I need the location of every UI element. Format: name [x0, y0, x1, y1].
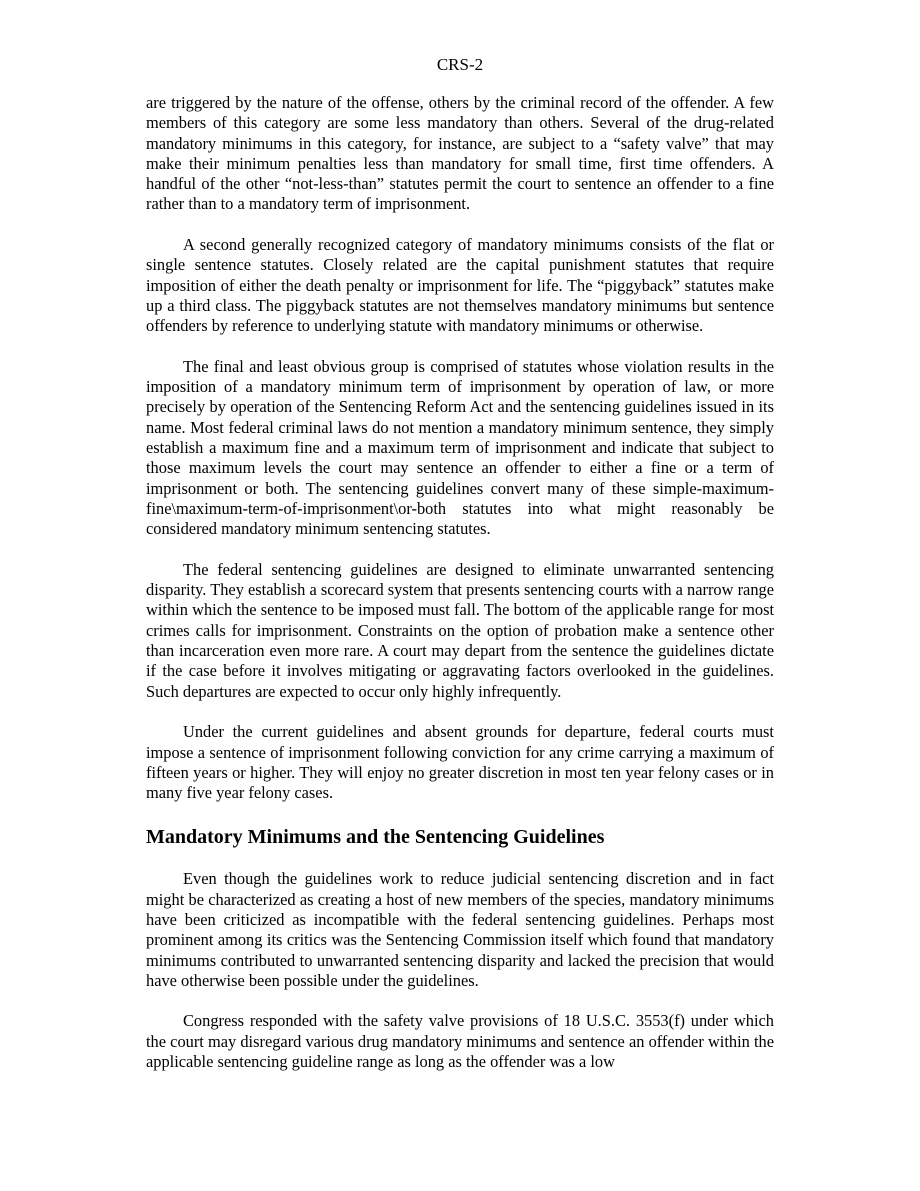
body-paragraph: Even though the guidelines work to reduce judicial sentencing discretion and in fact might be characterized as creating a host of new members of the species, mandatory minimums have been criticized as incompatible with the federal sentencing guidelines. Perhaps most prominent among its critics was the Sentencing Commission itself which found that mandatory minimums contributed to unwarranted sentencing disparity and lacked the precision that would have otherwise been possible under the guidelines. [146, 869, 774, 990]
body-paragraph: Under the current guidelines and absent grounds for departure, federal courts must impose a sentence of imprisonment following conviction for any crime carrying a maximum of fifteen years or higher. They will enjoy no greater discretion in most ten year felony cases or in many five year felony cases. [146, 722, 774, 803]
body-paragraph: The federal sentencing guidelines are designed to eliminate unwarranted sentencing disparity. They establish a scorecard system that presents sentencing courts with a narrow range within which the sentence to be imposed must fall. The bottom of the applicable range for most crimes calls for imprisonment. Constraints on the option of probation make a sentence other than incarceration even more rare. A court may depart from the sentence the guidelines dictate if the case before it involves mitigating or aggravating factors overlooked in the guidelines. Such departures are expected to occur only highly infrequently. [146, 559, 774, 701]
document-body [146, 93, 774, 1072]
body-paragraph: are triggered by the nature of the offense, others by the criminal record of the offender. A few members of this category are some less mandatory than others. Several of the drug-related mandatory minimums in this category, for instance, are subject to a “safety valve” that may make their minimum penalties less than mandatory for small time, first time offenders. A handful of the other “not-less-than” statutes permit the court to sentence an offender to a fine rather than to a mandatory term of imprisonment. [146, 93, 774, 214]
body-paragraph: Congress responded with the safety valve provisions of 18 U.S.C. 3553(f) under which the court may disregard various drug mandatory minimums and sentence an offender within the applicable sentencing guideline range as long as the offender was a low [146, 1011, 774, 1072]
section-heading: Mandatory Minimums and the Sentencing Guidelines [146, 826, 605, 849]
body-paragraph: The final and least obvious group is comprised of statutes whose violation results in the imposition of a mandatory minimum term of imprisonment by operation of law, or more precisely by operation of the Sentencing Reform Act and the sentencing guidelines issued in its name. Most federal criminal laws do not mention a mandatory minimum sentence, they simply establish a maximum fine and a maximum term of imprisonment and indicate that subject to those maximum levels the court may sentence an offender to either a fine or a term of imprisonment or both. The sentencing guidelines convert many of these simple-maximum-fine\maximum-term-of-imprisonment\or-both statutes into what might reasonably be considered mandatory minimum sentencing statutes. [146, 356, 774, 539]
body-paragraph: A second generally recognized category of mandatory minimums consists of the flat or single sentence statutes. Closely related are the capital punishment statutes that require imposition of either the death penalty or imprisonment for life. The “piggyback” statutes make up a third class. The piggyback statutes are not themselves mandatory minimums but sentence offenders by reference to underlying statute with mandatory minimums or otherwise. [146, 235, 774, 336]
page-number-header: CRS-2 [436, 55, 484, 74]
